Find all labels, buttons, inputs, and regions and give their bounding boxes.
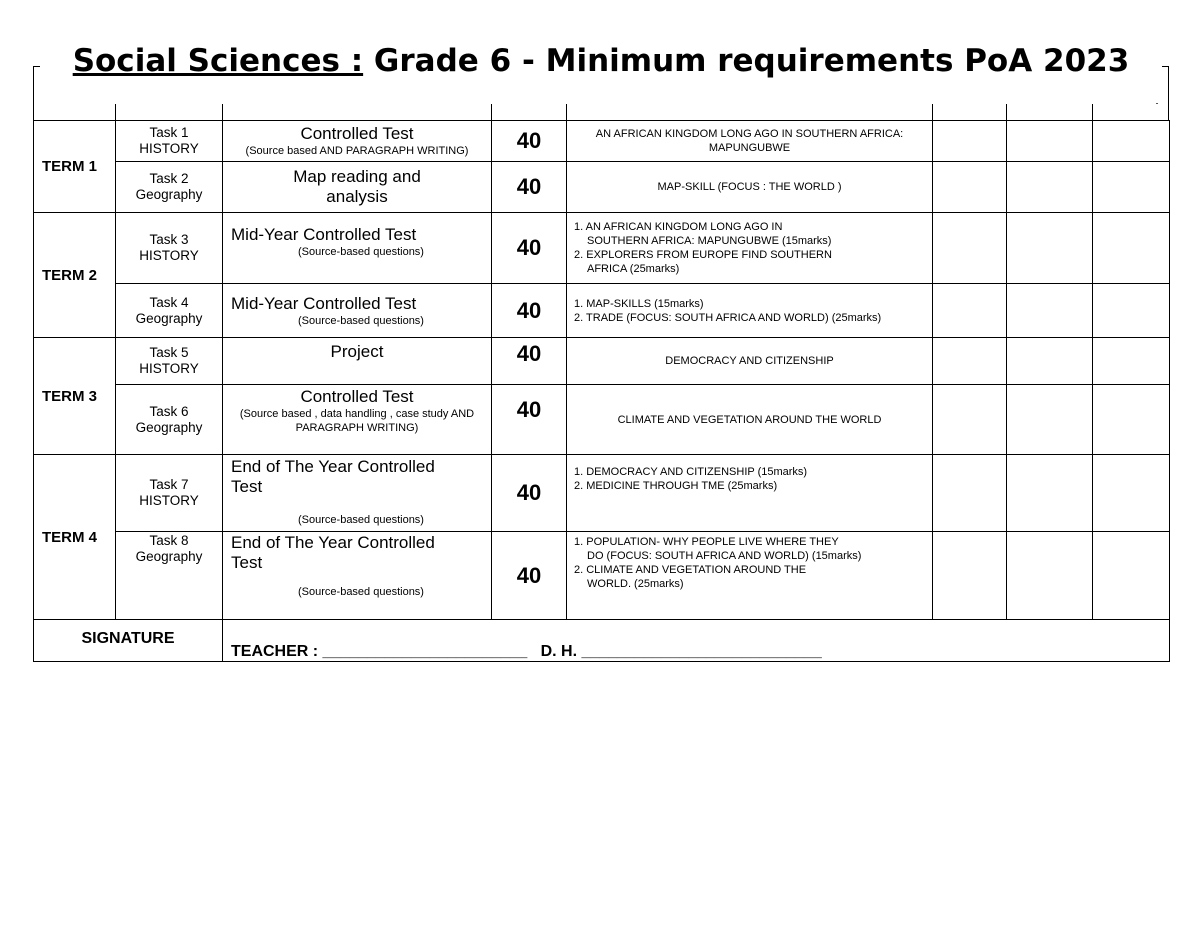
content-line: MAPUNGUBWE <box>708 142 791 154</box>
task-number: Task 8 <box>149 533 189 548</box>
table-row <box>34 532 1170 620</box>
empty-cell <box>933 162 1007 213</box>
content-line: 1. AN AFRICAN KINGDOM LONG AGO IN <box>574 221 783 233</box>
content-line: 2. CLIMATE AND VEGETATION AROUND THE <box>574 564 807 576</box>
content-line: 1. DEMOCRACY AND CITIZENSHIP (15marks) <box>574 466 808 478</box>
activity-cell <box>223 284 492 338</box>
activity-name: End of The Year Controlled Test <box>231 533 435 572</box>
content-line: AN AFRICAN KINGDOM LONG AGO IN SOUTHERN AFRICA: <box>595 128 904 140</box>
empty-cell <box>1093 338 1170 385</box>
marks-cell: 40 <box>492 532 567 620</box>
activity-cell <box>223 385 492 455</box>
content-cell <box>567 532 933 620</box>
content-line: 1. MAP-SKILLS (15marks) <box>574 297 704 310</box>
activity-cell <box>223 338 492 385</box>
header-divider <box>491 104 492 121</box>
header-divider <box>1006 104 1007 121</box>
empty-cell <box>1007 532 1093 620</box>
task-cell <box>116 532 223 620</box>
task-cell <box>116 385 223 455</box>
activity-name: End of The Year Controlled Test <box>231 457 435 496</box>
empty-cell <box>1093 455 1170 532</box>
empty-cell <box>933 213 1007 284</box>
empty-cell <box>1007 385 1093 455</box>
empty-cell <box>933 455 1007 532</box>
task-number: Task 1 <box>149 125 189 140</box>
header-divider <box>115 104 116 121</box>
title-subject: Social Sciences : <box>72 43 364 79</box>
header-divider <box>222 104 223 121</box>
activity-cell <box>223 532 492 620</box>
empty-cell <box>1093 532 1170 620</box>
task-number: Task 5 <box>149 345 189 360</box>
table-row <box>34 284 1170 338</box>
page-title <box>33 40 1169 82</box>
empty-cell <box>933 284 1007 338</box>
task-subject: Geography <box>135 187 203 202</box>
activity-name: Controlled Test <box>300 387 414 406</box>
term-label: TERM 3 <box>34 338 116 455</box>
table-row <box>34 385 1170 455</box>
marks-cell: 40 <box>492 338 567 385</box>
task-subject: Geography <box>135 549 203 564</box>
content-cell <box>567 213 933 284</box>
task-subject: Geography <box>135 419 203 435</box>
content-line: 1. POPULATION- WHY PEOPLE LIVE WHERE THEY <box>574 536 839 548</box>
task-number: Task 3 <box>149 232 189 247</box>
content-line: AFRICA (25marks) <box>587 263 680 275</box>
task-subject: HISTORY <box>139 493 199 508</box>
activity-detail: (Source-based questions) <box>298 514 424 526</box>
activity-name: Mid-Year Controlled Test <box>231 293 417 313</box>
content-line: 2. EXPLORERS FROM EUROPE FIND SOUTHERN <box>574 249 832 261</box>
frame-right-edge <box>1168 66 1169 121</box>
page-title-container <box>33 40 1169 102</box>
frame-left-edge <box>33 66 34 121</box>
empty-cell <box>1007 162 1093 213</box>
activity-name: Project <box>330 342 384 361</box>
term-label: TERM 1 <box>34 121 116 213</box>
frame-corner-top-left <box>33 66 40 73</box>
activity-detail: (Source based AND PARAGRAPH WRITING) <box>245 145 469 157</box>
table-row <box>34 121 1170 162</box>
content-line: SOUTHERN AFRICA: MAPUNGUBWE (15marks) <box>587 235 832 247</box>
task-subject: HISTORY <box>139 248 199 263</box>
content-cell <box>567 162 933 213</box>
activity-cell <box>223 162 492 213</box>
empty-cell <box>933 121 1007 162</box>
teacher-signature-line: TEACHER : _______________________ <box>231 643 528 660</box>
task-subject: HISTORY <box>139 361 199 376</box>
marks-cell: 40 <box>492 284 567 338</box>
content-line: 2. TRADE (FOCUS: SOUTH AFRICA AND WORLD) (25marks) <box>574 311 882 324</box>
empty-cell <box>1007 455 1093 532</box>
marks-cell: 40 <box>492 213 567 284</box>
activity-detail: (Source based , data handling , case study AND PARAGRAPH WRITING) <box>239 408 475 434</box>
task-number: Task 2 <box>149 171 189 186</box>
empty-cell <box>1007 284 1093 338</box>
stray-mark <box>1156 103 1158 104</box>
empty-cell <box>1007 213 1093 284</box>
empty-cell <box>1007 121 1093 162</box>
dh-signature-line: D. H. ___________________________ <box>540 643 822 660</box>
content-line: DEMOCRACY AND CITIZENSHIP <box>665 355 834 367</box>
term-label: TERM 2 <box>34 213 116 338</box>
task-cell <box>116 284 223 338</box>
content-cell <box>567 284 933 338</box>
content-line: WORLD. (25marks) <box>587 578 684 590</box>
task-cell <box>116 213 223 284</box>
activity-detail: (Source-based questions) <box>298 586 424 598</box>
marks-cell: 40 <box>492 385 567 455</box>
term-label: TERM 4 <box>34 455 116 620</box>
content-line: CLIMATE AND VEGETATION AROUND THE WORLD <box>617 413 882 426</box>
empty-cell <box>1007 338 1093 385</box>
empty-cell <box>933 338 1007 385</box>
task-number: Task 7 <box>149 477 189 492</box>
activity-detail: (Source-based questions) <box>298 314 424 327</box>
marks-cell: 40 <box>492 455 567 532</box>
content-cell <box>567 385 933 455</box>
content-cell <box>567 121 933 162</box>
signature-row <box>34 620 1170 662</box>
title-rest: Grade 6 - Minimum requirements PoA 2023 <box>363 43 1130 79</box>
empty-cell <box>1093 213 1170 284</box>
empty-cell <box>933 532 1007 620</box>
task-cell <box>116 162 223 213</box>
task-cell <box>116 455 223 532</box>
content-line: 2. MEDICINE THROUGH TME (25marks) <box>574 480 778 492</box>
activity-cell <box>223 213 492 284</box>
signature-label: SIGNATURE <box>34 620 223 662</box>
task-subject: Geography <box>135 310 203 326</box>
marks-cell: 40 <box>492 162 567 213</box>
empty-cell <box>933 385 1007 455</box>
header-divider <box>932 104 933 121</box>
activity-name: Mid-Year Controlled Test <box>231 225 417 244</box>
table-row <box>34 338 1170 385</box>
activity-cell <box>223 455 492 532</box>
empty-cell <box>1093 121 1170 162</box>
table-row <box>34 455 1170 532</box>
marks-cell: 40 <box>492 121 567 162</box>
task-cell <box>116 338 223 385</box>
content-cell <box>567 338 933 385</box>
header-divider <box>1092 104 1093 121</box>
empty-cell <box>1093 284 1170 338</box>
signature-lines <box>223 620 1170 662</box>
task-number: Task 6 <box>149 403 189 419</box>
empty-cell <box>1093 385 1170 455</box>
task-cell <box>116 121 223 162</box>
poa-table <box>33 120 1170 662</box>
table-row <box>34 162 1170 213</box>
empty-cell <box>1093 162 1170 213</box>
activity-name: Controlled Test <box>300 124 414 143</box>
task-subject: HISTORY <box>139 141 199 156</box>
content-line: MAP-SKILL (FOCUS : THE WORLD ) <box>657 181 842 193</box>
task-number: Task 4 <box>149 294 189 310</box>
activity-cell <box>223 121 492 162</box>
activity-detail: (Source-based questions) <box>298 246 424 258</box>
table-row <box>34 213 1170 284</box>
content-line: DO (FOCUS: SOUTH AFRICA AND WORLD) (15marks) <box>587 550 862 562</box>
activity-name: Map reading and analysis <box>293 167 421 206</box>
header-divider <box>566 104 567 121</box>
content-cell <box>567 455 933 532</box>
